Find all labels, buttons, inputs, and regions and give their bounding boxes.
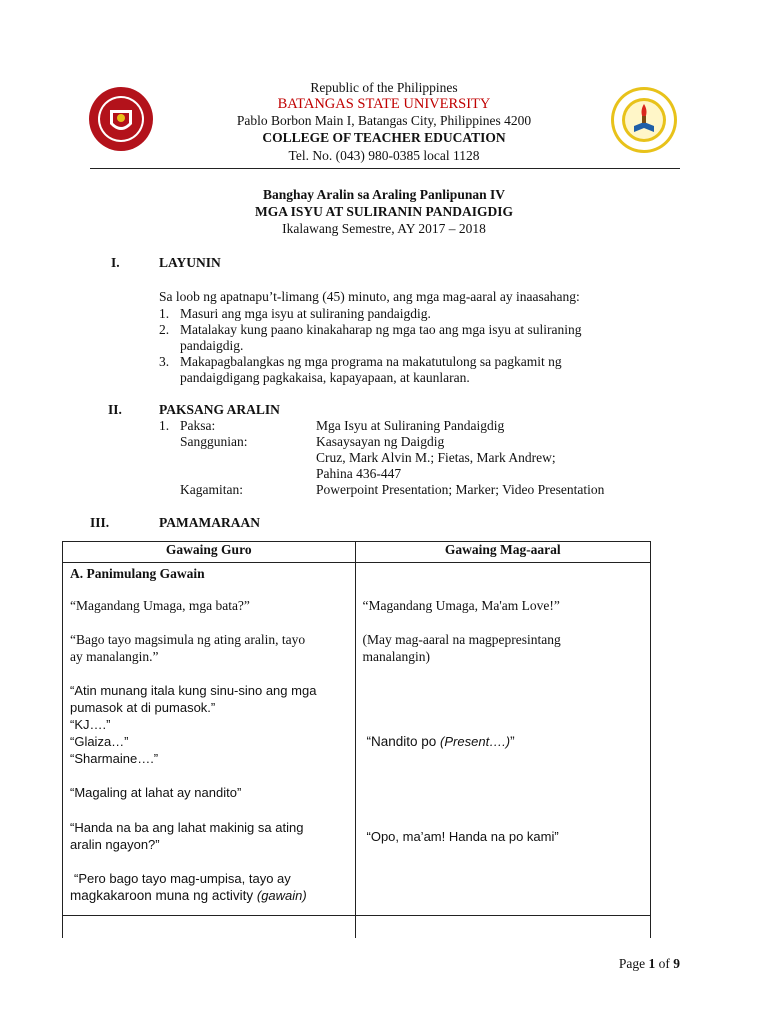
magaaral-present-italic: (Present….): [440, 734, 511, 749]
guro-activity-text: magkakaroon muna ng activity: [70, 888, 257, 903]
table-row: [63, 916, 651, 939]
magaaral-cell-empty: [355, 916, 651, 939]
magaaral-cell: [355, 563, 651, 916]
college-name: COLLEGE OF TEACHER EDUCATION: [262, 130, 506, 145]
column-header-guro: Gawaing Guro: [63, 542, 356, 563]
header-divider: [90, 168, 680, 169]
objective-3-number: 3.: [159, 354, 170, 369]
guro-attendance-line-2: pumasok at di pumasok.”: [70, 700, 216, 715]
magaaral-present-text: “Nandito po: [366, 734, 441, 749]
guro-activity-line-2: [70, 887, 307, 904]
magaaral-ready: “Opo, ma’am! Handa na po kami”: [366, 829, 559, 844]
magaaral-prayer-line-2: manalangin): [362, 649, 430, 664]
guro-ready-line-1: “Handa na ba ang lahat makinig sa ating: [70, 820, 304, 835]
column-header-magaaral: Gawaing Mag-aaral: [355, 542, 651, 563]
objective-3-text: Makapagbalangkas ng mga programa na makatutulong sa pagkamit ng: [180, 354, 562, 369]
magaaral-prayer-line-1: (May mag-aaral na magpepresintang: [362, 632, 561, 647]
sanggunian-authors: Cruz, Mark Alvin M.; Fietas, Mark Andrew;: [316, 450, 556, 465]
sanggunian-label: Sanggunian:: [180, 434, 248, 449]
magaaral-present-line: [367, 733, 515, 750]
sanggunian-pages: Pahina 436-447: [316, 466, 402, 481]
objective-1-text: Masuri ang mga isyu at suliraning pandaigdig.: [180, 306, 431, 321]
page-number: 1: [648, 956, 656, 971]
guro-name-glaiza: “Glaiza…”: [70, 734, 129, 749]
objective-2-text-cont: pandaigdig.: [180, 338, 244, 353]
magaaral-present-end: ”: [510, 734, 515, 749]
guro-name-kj: “KJ….”: [70, 717, 111, 732]
page-indicator: [619, 956, 680, 972]
paksa-number: 1.: [159, 418, 170, 433]
page-of: of: [655, 956, 674, 971]
republic-line: Republic of the Philippines: [310, 80, 458, 95]
page-total: 9: [673, 956, 680, 971]
section-1-number: I.: [111, 255, 120, 270]
guro-activity-line-1: “Pero bago tayo mag-umpisa, tayo ay: [74, 871, 291, 886]
university-name: BATANGAS STATE UNIVERSITY: [277, 96, 491, 112]
guro-cell: [63, 563, 356, 916]
section-2-number: II.: [108, 402, 122, 417]
guro-cell-empty: [63, 916, 356, 939]
section-2-heading: PAKSANG ARALIN: [159, 402, 280, 417]
kagamitan-value: Powerpoint Presentation; Marker; Video Presentation: [316, 482, 605, 497]
paksa-label: Paksa:: [180, 418, 216, 433]
lesson-plan-title: Banghay Aralin sa Araling Panlipunan IV: [263, 187, 505, 202]
guro-ready-line-2: aralin ngayon?”: [70, 837, 160, 852]
table-header-row: [63, 542, 651, 563]
guro-all-present: “Magaling at lahat ay nandito”: [70, 785, 242, 800]
guro-name-sharmaine: “Sharmaine….”: [70, 751, 159, 766]
section-3-heading: PAMAMARAAN: [159, 515, 260, 530]
university-address: Pablo Borbon Main I, Batangas City, Philippines 4200: [236, 113, 532, 128]
guro-attendance-line-1: “Atin munang itala kung sinu-sino ang mga: [70, 683, 317, 698]
procedure-table: [62, 541, 651, 938]
guro-prayer-line-1: “Bago tayo magsimula ng ating aralin, tayo: [70, 632, 306, 647]
magaaral-greeting: “Magandang Umaga, Ma'am Love!”: [362, 598, 560, 613]
guro-greeting: “Magandang Umaga, mga bata?”: [70, 598, 250, 613]
section-1-heading: LAYUNIN: [159, 255, 221, 270]
paksa-value: Mga Isyu at Suliraning Pandaigdig: [316, 418, 505, 433]
objectives-intro: Sa loob ng apatnapu’t-limang (45) minuto, ang mga mag-aaral ay inaasahang:: [159, 289, 580, 304]
objective-3-text-cont: pandaigdigang pagkakaisa, kapayapaan, at kaunlaran.: [180, 370, 470, 385]
sanggunian-book: Kasaysayan ng Daigdig: [316, 434, 445, 449]
objective-1-number: 1.: [159, 306, 170, 321]
kagamitan-label: Kagamitan:: [180, 482, 243, 497]
guro-prayer-line-2: ay manalangin.”: [70, 649, 159, 664]
guro-activity-gawain: (gawain): [256, 888, 307, 903]
lesson-topic-title: MGA ISYU AT SULIRANIN PANDAIGDIG: [254, 204, 514, 219]
objective-2-number: 2.: [159, 322, 170, 337]
college-telephone: Tel. No. (043) 980-0385 local 1128: [288, 148, 480, 163]
semester-line: Ikalawang Semestre, AY 2017 – 2018: [282, 221, 486, 236]
objective-2-text: Matalakay kung paano kinakaharap ng mga tao ang mga isyu at suliraning: [180, 322, 582, 337]
subheading-panimulang-gawain: A. Panimulang Gawain: [70, 566, 205, 581]
section-3-number: III.: [90, 515, 110, 530]
page-prefix: Page: [618, 956, 649, 971]
table-row: [63, 563, 651, 916]
